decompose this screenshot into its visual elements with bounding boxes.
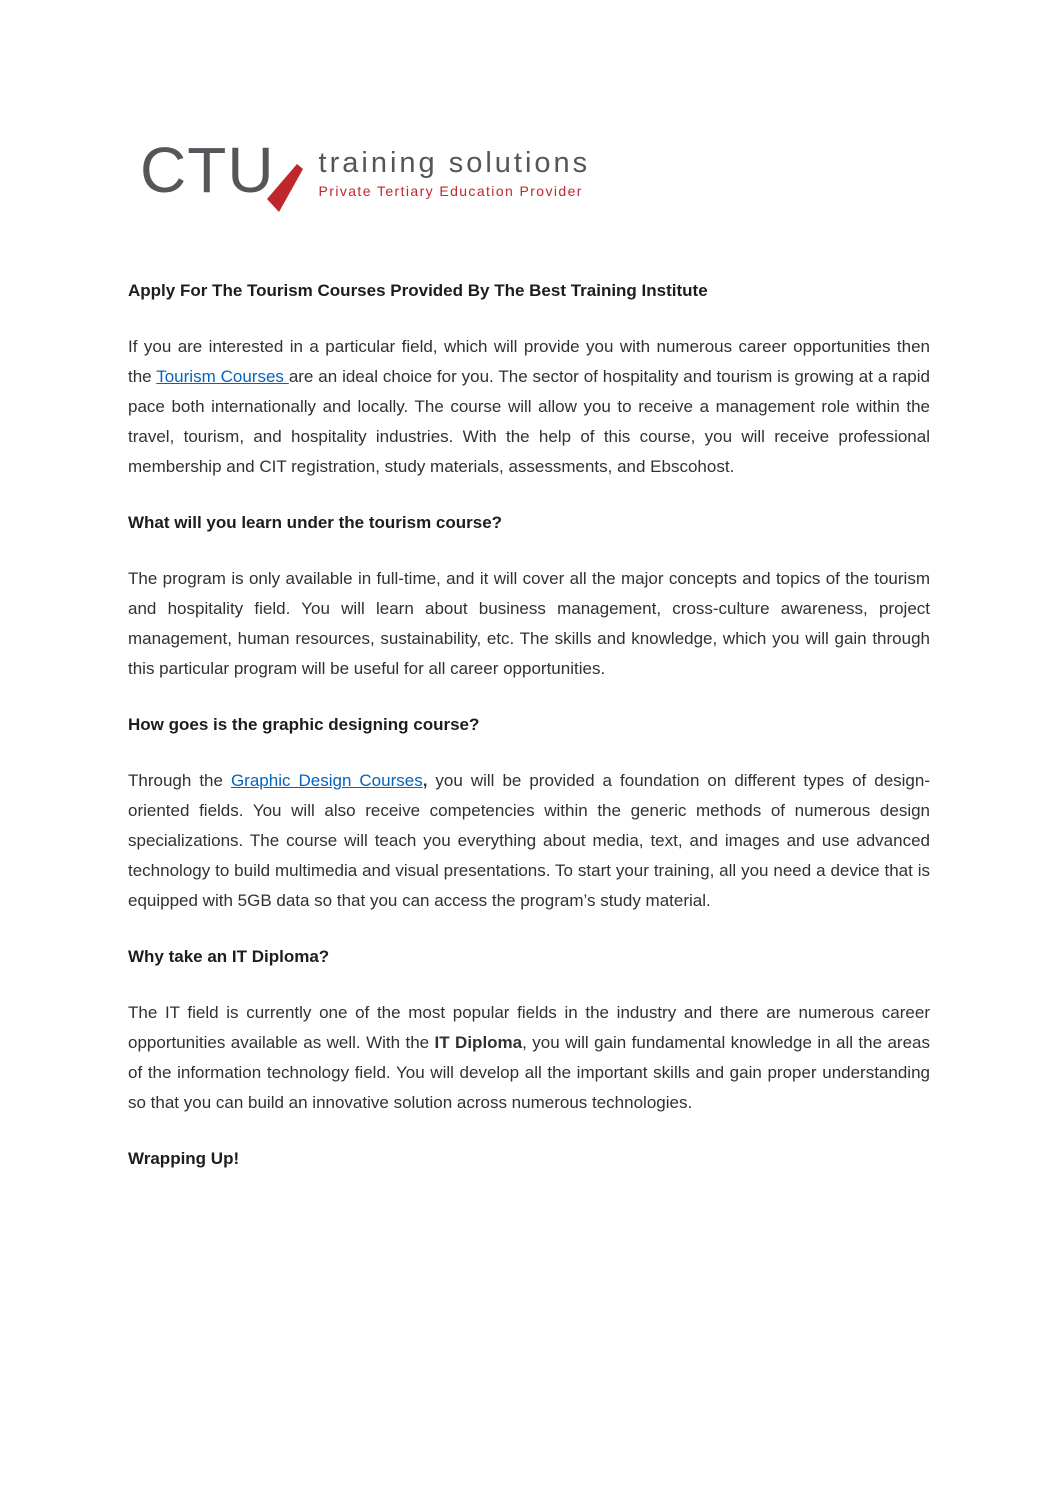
document-title: Apply For The Tourism Courses Provided By The Best Training Institute bbox=[128, 281, 708, 300]
heading-wrapping-up: Wrapping Up! bbox=[128, 1149, 240, 1168]
text-segment: The IT field is currently one of the most popular fields in the industry and there are numerous career opportunities available as well. With the bbox=[128, 1003, 930, 1052]
ctu-logo-mark bbox=[140, 134, 303, 217]
inline-link[interactable]: Tourism Courses bbox=[156, 367, 289, 386]
text-segment: The program is only available in full-time, and it will cover all the major concepts and topics of the tourism and hospitality field. You will learn about business management, cross-culture awareness, project management, human resources, sustainability, etc. The skills and knowledge, which you will gain through this particular program will be useful for all career opportunities. bbox=[128, 569, 930, 678]
paragraph-it-diploma bbox=[128, 998, 930, 1118]
paragraph-tourism-program bbox=[128, 564, 930, 684]
logo-red-slash-icon bbox=[267, 164, 303, 217]
inline-link[interactable]: Graphic Design Courses bbox=[230, 771, 423, 790]
text-segment: Through the bbox=[128, 771, 231, 790]
text-segment: IT Diploma bbox=[434, 1033, 523, 1052]
ctu-logo-letters: CTU bbox=[140, 134, 275, 206]
text-segment: If you are interested in a particular field, which will provide you with numerous career opportunities then the bbox=[128, 337, 930, 386]
text-segment: are an ideal choice for you. The sector of hospitality and tourism is growing at a rapid pace both internationally and locally. The course will allow you to receive a management role within the travel, tourism, and hospitality industries. With the help of this course, you will receive professional membership and CIT registration, study materials, assessments, and Ebscohost. bbox=[128, 367, 930, 476]
ctu-logo bbox=[140, 134, 930, 218]
text-segment: , bbox=[422, 771, 428, 790]
text-segment: you will be provided a foundation on different types of design-oriented fields. You will also receive competencies within the generic methods of numerous design specializations. The course will teach you everything about media, text, and images and use advanced technology to build multimedia and visual presentations. To start your training, all you need a device that is equipped with 5GB data so that you can access the program’s study material. bbox=[128, 771, 930, 910]
paragraph-graphic-design bbox=[128, 766, 930, 916]
heading-tourism-learn: What will you learn under the tourism course? bbox=[128, 513, 503, 532]
heading-it-diploma: Why take an IT Diploma? bbox=[128, 947, 330, 966]
text-segment: , you will gain fundamental knowledge in all the areas of the information technology field. You will develop all the important skills and gain proper understanding so that you can build an innovative solution across numerous technologies. bbox=[128, 1033, 930, 1112]
paragraph-intro bbox=[128, 332, 930, 482]
ctu-logo-text bbox=[319, 148, 591, 199]
logo-subtitle: Private Tertiary Education Provider bbox=[318, 182, 583, 199]
heading-graphic-design: How goes is the graphic designing course? bbox=[128, 715, 480, 734]
logo-name: training solutions bbox=[318, 147, 591, 179]
